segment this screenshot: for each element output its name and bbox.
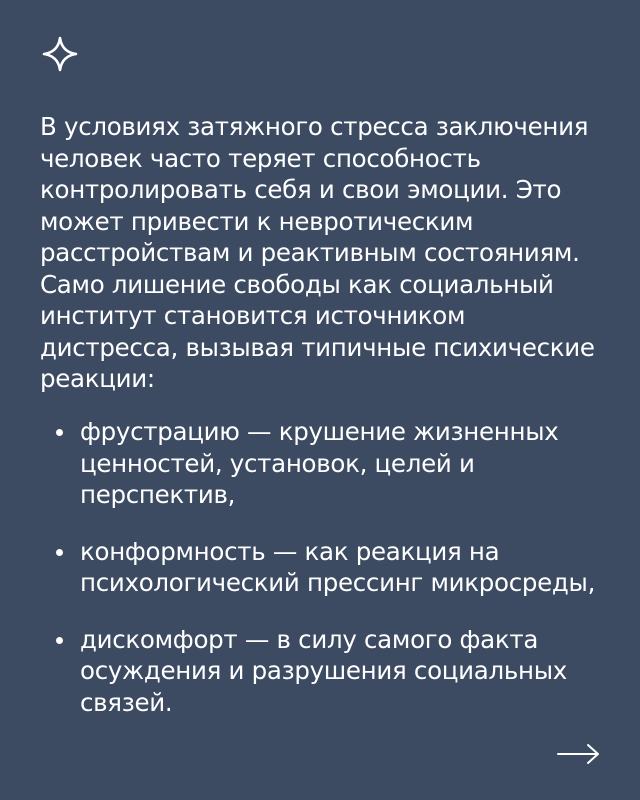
bullet-text: дискомфорт — в силу самого факта осуждения и разрушения социальных связей. [80, 624, 567, 717]
list-item [40, 536, 610, 599]
list-item [40, 416, 610, 511]
bullet-dot-icon [56, 429, 63, 436]
intro-paragraph: В условиях затяжного стресса заключения человек часто теряет способность контролировать себя и свои эмоции. Это может привести к невротическим расстройствам и реактивным состояниям. Само лишение свободы как социальный институт становится источником дистресса, вызывая типичные психические реакции: [40, 112, 595, 393]
bullet-dot-icon [56, 549, 63, 556]
list-item [40, 624, 610, 719]
bullet-list [40, 416, 610, 743]
bullet-text: конформность — как реакция на психологический прессинг микросреды, [80, 536, 596, 597]
arrow-right-icon[interactable] [556, 742, 602, 766]
bullet-text: фрустрацию — крушение жизненных ценностей, установок, целей и перспектив, [80, 417, 559, 509]
bullet-dot-icon [56, 637, 63, 644]
four-point-star-icon [42, 36, 78, 72]
